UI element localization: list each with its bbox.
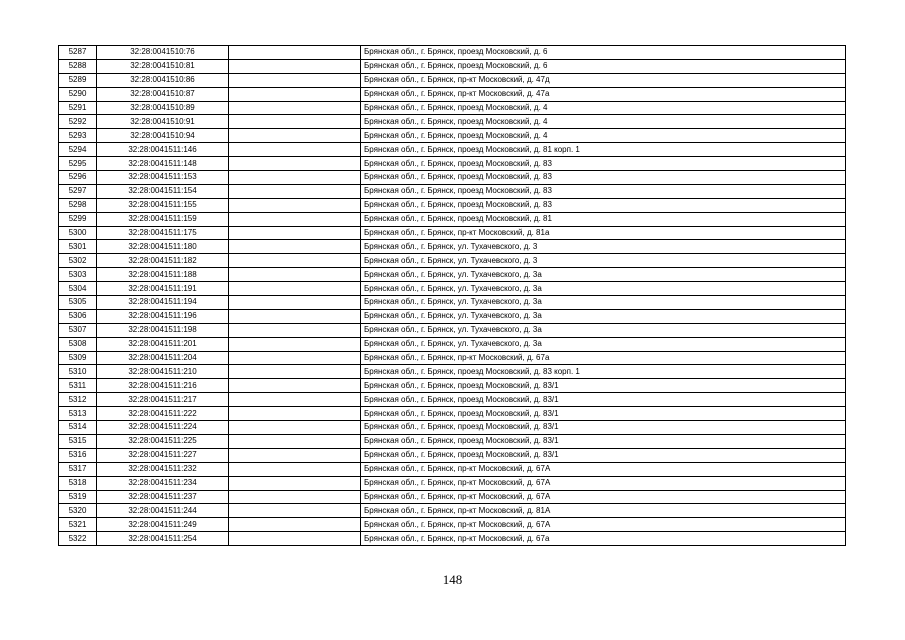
empty-cell [229, 184, 361, 198]
address: Брянская обл., г. Брянск, пр-кт Московский, д. 67а [361, 532, 846, 546]
row-number: 5319 [59, 490, 97, 504]
cadastral-number: 32:28:0041511:175 [97, 226, 229, 240]
cadastral-number: 32:28:0041510:86 [97, 73, 229, 87]
table-row [59, 351, 846, 365]
table-row [59, 212, 846, 226]
cadastral-number: 32:28:0041511:154 [97, 184, 229, 198]
row-number: 5300 [59, 226, 97, 240]
empty-cell [229, 171, 361, 185]
table-row [59, 115, 846, 129]
row-number: 5312 [59, 393, 97, 407]
row-number: 5322 [59, 532, 97, 546]
address: Брянская обл., г. Брянск, ул. Тухачевского, д. 3 [361, 254, 846, 268]
address: Брянская обл., г. Брянск, пр-кт Московский, д. 47а [361, 87, 846, 101]
cadastral-number: 32:28:0041511:191 [97, 282, 229, 296]
address: Брянская обл., г. Брянск, проезд Московский, д. 6 [361, 46, 846, 60]
empty-cell [229, 254, 361, 268]
cadastral-number: 32:28:0041510:94 [97, 129, 229, 143]
row-number: 5298 [59, 198, 97, 212]
empty-cell [229, 157, 361, 171]
table-row [59, 46, 846, 60]
row-number: 5288 [59, 59, 97, 73]
cadastral-number: 32:28:0041511:194 [97, 296, 229, 310]
cadastral-number: 32:28:0041511:204 [97, 351, 229, 365]
address: Брянская обл., г. Брянск, проезд Московский, д. 4 [361, 101, 846, 115]
address: Брянская обл., г. Брянск, проезд Московский, д. 6 [361, 59, 846, 73]
cadastral-number: 32:28:0041510:91 [97, 115, 229, 129]
table-row [59, 157, 846, 171]
address: Брянская обл., г. Брянск, проезд Московский, д. 83/1 [361, 393, 846, 407]
cadastral-number: 32:28:0041511:254 [97, 532, 229, 546]
address: Брянская обл., г. Брянск, проезд Московский, д. 83/1 [361, 379, 846, 393]
cadastral-number: 32:28:0041511:180 [97, 240, 229, 254]
row-number: 5310 [59, 365, 97, 379]
cadastral-number: 32:28:0041511:146 [97, 143, 229, 157]
cadastral-number: 32:28:0041511:201 [97, 337, 229, 351]
empty-cell [229, 282, 361, 296]
cadastral-number: 32:28:0041511:155 [97, 198, 229, 212]
row-number: 5287 [59, 46, 97, 60]
empty-cell [229, 268, 361, 282]
row-number: 5318 [59, 476, 97, 490]
row-number: 5304 [59, 282, 97, 296]
address: Брянская обл., г. Брянск, проезд Московский, д. 81 корп. 1 [361, 143, 846, 157]
table-row [59, 254, 846, 268]
cadastral-number: 32:28:0041511:198 [97, 323, 229, 337]
cadastral-number: 32:28:0041510:76 [97, 46, 229, 60]
address: Брянская обл., г. Брянск, проезд Московский, д. 81 [361, 212, 846, 226]
empty-cell [229, 351, 361, 365]
row-number: 5291 [59, 101, 97, 115]
empty-cell [229, 379, 361, 393]
row-number: 5316 [59, 448, 97, 462]
address: Брянская обл., г. Брянск, проезд Московский, д. 83/1 [361, 448, 846, 462]
row-number: 5302 [59, 254, 97, 268]
address: Брянская обл., г. Брянск, пр-кт Московский, д. 67А [361, 476, 846, 490]
empty-cell [229, 101, 361, 115]
property-table-body [59, 46, 846, 546]
row-number: 5309 [59, 351, 97, 365]
row-number: 5290 [59, 87, 97, 101]
table-row [59, 309, 846, 323]
row-number: 5303 [59, 268, 97, 282]
address: Брянская обл., г. Брянск, проезд Московский, д. 4 [361, 115, 846, 129]
row-number: 5320 [59, 504, 97, 518]
address: Брянская обл., г. Брянск, проезд Московский, д. 83 [361, 184, 846, 198]
empty-cell [229, 462, 361, 476]
table-row [59, 476, 846, 490]
empty-cell [229, 407, 361, 421]
cadastral-number: 32:28:0041510:87 [97, 87, 229, 101]
row-number: 5321 [59, 518, 97, 532]
address: Брянская обл., г. Брянск, проезд Московский, д. 4 [361, 129, 846, 143]
empty-cell [229, 323, 361, 337]
address: Брянская обл., г. Брянск, пр-кт Московский, д. 67а [361, 351, 846, 365]
cadastral-number: 32:28:0041510:89 [97, 101, 229, 115]
address: Брянская обл., г. Брянск, проезд Московский, д. 83/1 [361, 421, 846, 435]
table-row [59, 323, 846, 337]
cadastral-number: 32:28:0041511:148 [97, 157, 229, 171]
cadastral-number: 32:28:0041511:237 [97, 490, 229, 504]
cadastral-number: 32:28:0041511:249 [97, 518, 229, 532]
empty-cell [229, 476, 361, 490]
empty-cell [229, 115, 361, 129]
table-row [59, 73, 846, 87]
empty-cell [229, 296, 361, 310]
table-row [59, 129, 846, 143]
address: Брянская обл., г. Брянск, пр-кт Московский, д. 67А [361, 462, 846, 476]
table-row [59, 434, 846, 448]
empty-cell [229, 240, 361, 254]
table-row [59, 518, 846, 532]
row-number: 5294 [59, 143, 97, 157]
row-number: 5297 [59, 184, 97, 198]
empty-cell [229, 518, 361, 532]
empty-cell [229, 59, 361, 73]
property-table [58, 45, 846, 546]
empty-cell [229, 532, 361, 546]
cadastral-number: 32:28:0041510:81 [97, 59, 229, 73]
address: Брянская обл., г. Брянск, пр-кт Московский, д. 47д [361, 73, 846, 87]
table-row [59, 240, 846, 254]
table-row [59, 462, 846, 476]
empty-cell [229, 393, 361, 407]
row-number: 5306 [59, 309, 97, 323]
cadastral-number: 32:28:0041511:196 [97, 309, 229, 323]
cadastral-number: 32:28:0041511:224 [97, 421, 229, 435]
page-number: 148 [442, 572, 463, 587]
row-number: 5315 [59, 434, 97, 448]
table-row [59, 101, 846, 115]
empty-cell [229, 448, 361, 462]
empty-cell [229, 337, 361, 351]
address: Брянская обл., г. Брянск, проезд Московский, д. 83 [361, 198, 846, 212]
row-number: 5311 [59, 379, 97, 393]
table-row [59, 87, 846, 101]
empty-cell [229, 226, 361, 240]
empty-cell [229, 46, 361, 60]
cadastral-number: 32:28:0041511:217 [97, 393, 229, 407]
row-number: 5307 [59, 323, 97, 337]
address: Брянская обл., г. Брянск, проезд Московский, д. 83 [361, 171, 846, 185]
table-row [59, 504, 846, 518]
empty-cell [229, 198, 361, 212]
cadastral-number: 32:28:0041511:188 [97, 268, 229, 282]
table-row [59, 268, 846, 282]
empty-cell [229, 143, 361, 157]
row-number: 5292 [59, 115, 97, 129]
row-number: 5293 [59, 129, 97, 143]
address: Брянская обл., г. Брянск, ул. Тухачевского, д. 3а [361, 296, 846, 310]
cadastral-number: 32:28:0041511:182 [97, 254, 229, 268]
address: Брянская обл., г. Брянск, ул. Тухачевского, д. 3а [361, 309, 846, 323]
row-number: 5289 [59, 73, 97, 87]
empty-cell [229, 504, 361, 518]
table-row [59, 337, 846, 351]
table-row [59, 184, 846, 198]
address: Брянская обл., г. Брянск, проезд Московский, д. 83/1 [361, 407, 846, 421]
cadastral-number: 32:28:0041511:244 [97, 504, 229, 518]
cadastral-number: 32:28:0041511:216 [97, 379, 229, 393]
table-row [59, 379, 846, 393]
cadastral-number: 32:28:0041511:234 [97, 476, 229, 490]
table-row [59, 226, 846, 240]
table-row [59, 171, 846, 185]
address: Брянская обл., г. Брянск, ул. Тухачевского, д. 3а [361, 282, 846, 296]
address: Брянская обл., г. Брянск, ул. Тухачевского, д. 3а [361, 323, 846, 337]
table-row [59, 198, 846, 212]
address: Брянская обл., г. Брянск, пр-кт Московский, д. 81А [361, 504, 846, 518]
empty-cell [229, 212, 361, 226]
table-row [59, 421, 846, 435]
row-number: 5308 [59, 337, 97, 351]
row-number: 5295 [59, 157, 97, 171]
address: Брянская обл., г. Брянск, пр-кт Московский, д. 67А [361, 518, 846, 532]
cadastral-number: 32:28:0041511:210 [97, 365, 229, 379]
empty-cell [229, 365, 361, 379]
table-row [59, 490, 846, 504]
table-row [59, 143, 846, 157]
cadastral-number: 32:28:0041511:227 [97, 448, 229, 462]
row-number: 5299 [59, 212, 97, 226]
cadastral-number: 32:28:0041511:225 [97, 434, 229, 448]
table-row [59, 282, 846, 296]
cadastral-number: 32:28:0041511:232 [97, 462, 229, 476]
cadastral-number: 32:28:0041511:159 [97, 212, 229, 226]
address: Брянская обл., г. Брянск, ул. Тухачевского, д. 3а [361, 268, 846, 282]
row-number: 5313 [59, 407, 97, 421]
address: Брянская обл., г. Брянск, пр-кт Московский, д. 67А [361, 490, 846, 504]
row-number: 5305 [59, 296, 97, 310]
table-row [59, 532, 846, 546]
table-row [59, 407, 846, 421]
row-number: 5317 [59, 462, 97, 476]
empty-cell [229, 309, 361, 323]
empty-cell [229, 73, 361, 87]
empty-cell [229, 129, 361, 143]
row-number: 5301 [59, 240, 97, 254]
row-number: 5314 [59, 421, 97, 435]
table-row [59, 448, 846, 462]
address: Брянская обл., г. Брянск, проезд Московский, д. 83/1 [361, 434, 846, 448]
cadastral-number: 32:28:0041511:153 [97, 171, 229, 185]
cadastral-number: 32:28:0041511:222 [97, 407, 229, 421]
address: Брянская обл., г. Брянск, ул. Тухачевского, д. 3а [361, 337, 846, 351]
address: Брянская обл., г. Брянск, проезд Московский, д. 83 [361, 157, 846, 171]
empty-cell [229, 421, 361, 435]
row-number: 5296 [59, 171, 97, 185]
table-row [59, 365, 846, 379]
empty-cell [229, 434, 361, 448]
table-row [59, 296, 846, 310]
address: Брянская обл., г. Брянск, пр-кт Московский, д. 81а [361, 226, 846, 240]
address: Брянская обл., г. Брянск, ул. Тухачевского, д. 3 [361, 240, 846, 254]
table-row [59, 393, 846, 407]
empty-cell [229, 87, 361, 101]
address: Брянская обл., г. Брянск, проезд Московский, д. 83 корп. 1 [361, 365, 846, 379]
table-row [59, 59, 846, 73]
empty-cell [229, 490, 361, 504]
